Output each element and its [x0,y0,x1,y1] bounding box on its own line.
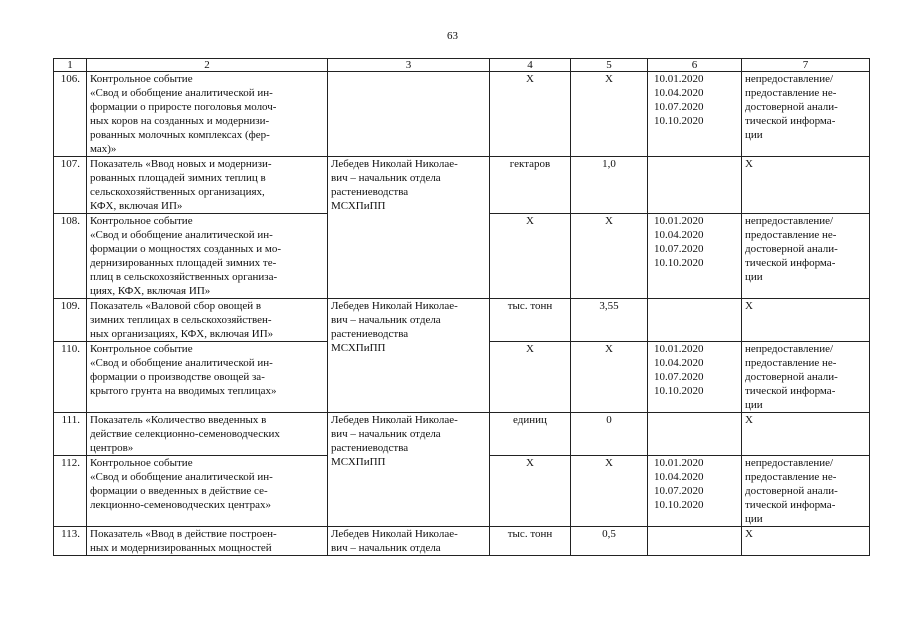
column-header: 1 [54,59,87,72]
column-header: 4 [490,59,571,72]
event-text: Контрольное событие «Свод и обобщение аналитической ин- формации о мощностях созданных и мо- дернизированных площадей зимних те- плиц в сельскохозяйственных организа- циях, КФХ, включая ИП» [87,214,328,299]
row-number: 106. [54,72,87,157]
event-text: Контрольное событие «Свод и обобщение аналитической ин- формации о приросте поголовья молоч- ных коров на созданных и модернизи- рованных молочных комплексах (фер- мах)» [87,72,328,157]
responsible-cell: Лебедев Николай Николае- вич – начальник отдела растениеводства МСХПиПП [328,157,490,299]
row-number: 112. [54,456,87,527]
column-header: 3 [328,59,490,72]
page-number: 63 [447,30,458,42]
value-cell: Х [571,456,648,527]
note-cell: непредоставление/ предоставление не- достоверной анали- тической информа- ции [742,456,870,527]
table-row [54,527,870,556]
responsible-cell: Лебедев Николай Николае- вич – начальник отдела растениеводства МСХПиПП [328,299,490,413]
dates-cell [648,527,742,556]
value-cell: 3,55 [571,299,648,342]
responsible-cell: Лебедев Николай Николае- вич – начальник отдела растениеводства МСХПиПП [328,413,490,527]
row-number: 113. [54,527,87,556]
table-row [54,157,870,214]
table-row [54,299,870,342]
unit-cell: тыс. тонн [490,527,571,556]
value-cell: 1,0 [571,157,648,214]
row-number: 111. [54,413,87,456]
responsible-cell: Лебедев Николай Николае- вич – начальник отдела [328,527,490,556]
value-cell: 0 [571,413,648,456]
dates-cell [648,413,742,456]
dates-cell: 10.01.2020 10.04.2020 10.07.2020 10.10.2020 [648,214,742,299]
value-cell: Х [571,72,648,157]
value-cell: 0,5 [571,527,648,556]
unit-cell: единиц [490,413,571,456]
event-text: Контрольное событие «Свод и обобщение аналитической ин- формации о введенных в действие се- лекционно-семеноводческих центрах» [87,456,328,527]
column-number-row [54,59,870,72]
event-text: Контрольное событие «Свод и обобщение аналитической ин- формации о производстве овощей за- крытого грунта на вводимых теплицах» [87,342,328,413]
note-cell: Х [742,299,870,342]
indicator-text: Показатель «Ввод новых и модернизи- рованных площадей зимних теплиц в сельскохозяйственных организациях, КФХ, включая ИП» [87,157,328,214]
value-cell: Х [571,342,648,413]
row-number: 107. [54,157,87,214]
row-number: 109. [54,299,87,342]
row-number: 108. [54,214,87,299]
note-cell: непредоставление/ предоставление не- достоверной анали- тической информа- ции [742,342,870,413]
dates-cell [648,157,742,214]
unit-cell: тыс. тонн [490,299,571,342]
responsible-cell [328,72,490,157]
unit-cell: Х [490,342,571,413]
table-row [54,413,870,456]
column-header: 2 [87,59,328,72]
note-cell: непредоставление/ предоставление не- достоверной анали- тической информа- ции [742,214,870,299]
plan-table [53,58,870,556]
dates-cell: 10.01.2020 10.04.2020 10.07.2020 10.10.2020 [648,72,742,157]
note-cell: Х [742,157,870,214]
indicator-text: Показатель «Количество введенных в действие селекционно-семеноводческих центров» [87,413,328,456]
dates-cell [648,299,742,342]
column-header: 5 [571,59,648,72]
column-header: 6 [648,59,742,72]
note-cell: непредоставление/ предоставление не- достоверной анали- тической информа- ции [742,72,870,157]
indicator-text: Показатель «Валовой сбор овощей в зимних теплицах в сельскохозяйствен- ных организациях, КФХ, включая ИП» [87,299,328,342]
note-cell: Х [742,413,870,456]
dates-cell: 10.01.2020 10.04.2020 10.07.2020 10.10.2020 [648,456,742,527]
indicator-text: Показатель «Ввод в действие построен- ных и модернизированных мощностей [87,527,328,556]
dates-cell: 10.01.2020 10.04.2020 10.07.2020 10.10.2020 [648,342,742,413]
unit-cell: Х [490,456,571,527]
column-header: 7 [742,59,870,72]
unit-cell: гектаров [490,157,571,214]
table-row [54,72,870,157]
note-cell: Х [742,527,870,556]
unit-cell: Х [490,72,571,157]
row-number: 110. [54,342,87,413]
unit-cell: Х [490,214,571,299]
value-cell: Х [571,214,648,299]
